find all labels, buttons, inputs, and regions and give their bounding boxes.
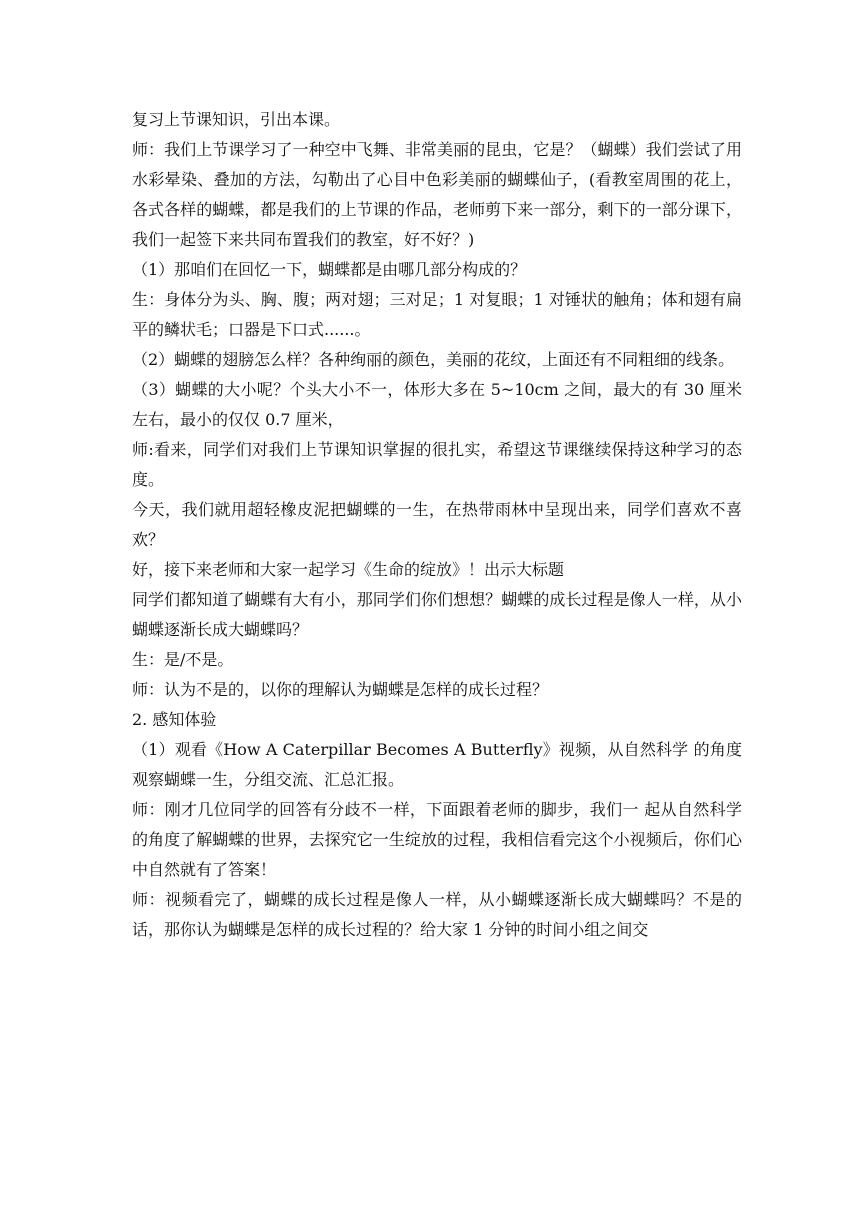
section-heading-perception: 2. 感知体验 bbox=[132, 710, 217, 729]
paragraph-teacher-after-video: 师：视频看完了，蝴蝶的成长过程是像人一样，从小蝴蝶逐渐长成大蝴蝶吗？不是的话，那你认为蝴蝶是怎样的成长过程的？给大家 1 分钟的时间小组之间交 bbox=[132, 890, 742, 939]
paragraph-question-size: （3）蝴蝶的大小呢？个头大小不一，体形大多在 5~10cm 之间，最大的有 30 厘米左右，最小的仅仅 0.7 厘米， bbox=[132, 380, 742, 429]
paragraph-show-title: 好，接下来老师和大家一起学习《生命的绽放》！出示大标题 bbox=[132, 560, 565, 579]
paragraph-teacher-praise: 师:看来，同学们对我们上节课知识掌握的很扎实，希望这节课继续保持这种学习的态度。 bbox=[132, 440, 742, 489]
paragraph-student-yes-no: 生：是/不是。 bbox=[132, 650, 234, 669]
paragraph-review-intro: 复习上节课知识，引出本课。 bbox=[132, 110, 341, 129]
document-body bbox=[132, 105, 742, 945]
paragraph-growth-question: 同学们都知道了蝴蝶有大有小，那同学们你们想想？蝴蝶的成长过程是像人一样，从小蝴蝶逐渐长成大蝴蝶吗？ bbox=[132, 590, 742, 639]
paragraph-student-answer-parts: 生：身体分为头、胸、腹；两对翅；三对足；1 对复眼；1 对锤状的触角；体和翅有扁平的鳞状毛；口器是下口式......。 bbox=[132, 290, 742, 339]
paragraph-watch-video: （1）观看《How A Caterpillar Becomes A Butterfly》视频，从自然科学 的角度观察蝴蝶一生，分组交流、汇总汇报。 bbox=[132, 740, 742, 789]
paragraph-question-parts: （1）那咱们在回忆一下，蝴蝶都是由哪几部分构成的？ bbox=[132, 260, 527, 279]
paragraph-teacher-followup: 师：认为不是的，以你的理解认为蝴蝶是怎样的成长过程？ bbox=[132, 680, 549, 699]
paragraph-question-wings: （2）蝴蝶的翅膀怎么样？各种绚丽的颜色，美丽的花纹，上面还有不同粗细的线条。 bbox=[132, 350, 735, 369]
paragraph-today-activity: 今天，我们就用超轻橡皮泥把蝴蝶的一生，在热带雨林中呈现出来，同学们喜欢不喜欢？ bbox=[132, 500, 742, 549]
paragraph-teacher-video-intro: 师：刚才几位同学的回答有分歧不一样，下面跟着老师的脚步，我们一 起从自然科学的角度了解蝴蝶的世界，去探究它一生绽放的过程，我相信看完这个小视频后，你们心中自然就有了答案！ bbox=[132, 800, 742, 879]
paragraph-teacher-recall: 师：我们上节课学习了一种空中飞舞、非常美丽的昆虫，它是？（蝴蝶）我们尝试了用水彩晕染、叠加的方法，勾勒出了心目中色彩美丽的蝴蝶仙子，(看教室周围的花上，各式各样的蝴蝶，都是我们的上节课的作品，老师剪下来一部分，剩下的一部分课下，我们一起签下来共同布置我们的教室，好不好？) bbox=[132, 140, 742, 249]
